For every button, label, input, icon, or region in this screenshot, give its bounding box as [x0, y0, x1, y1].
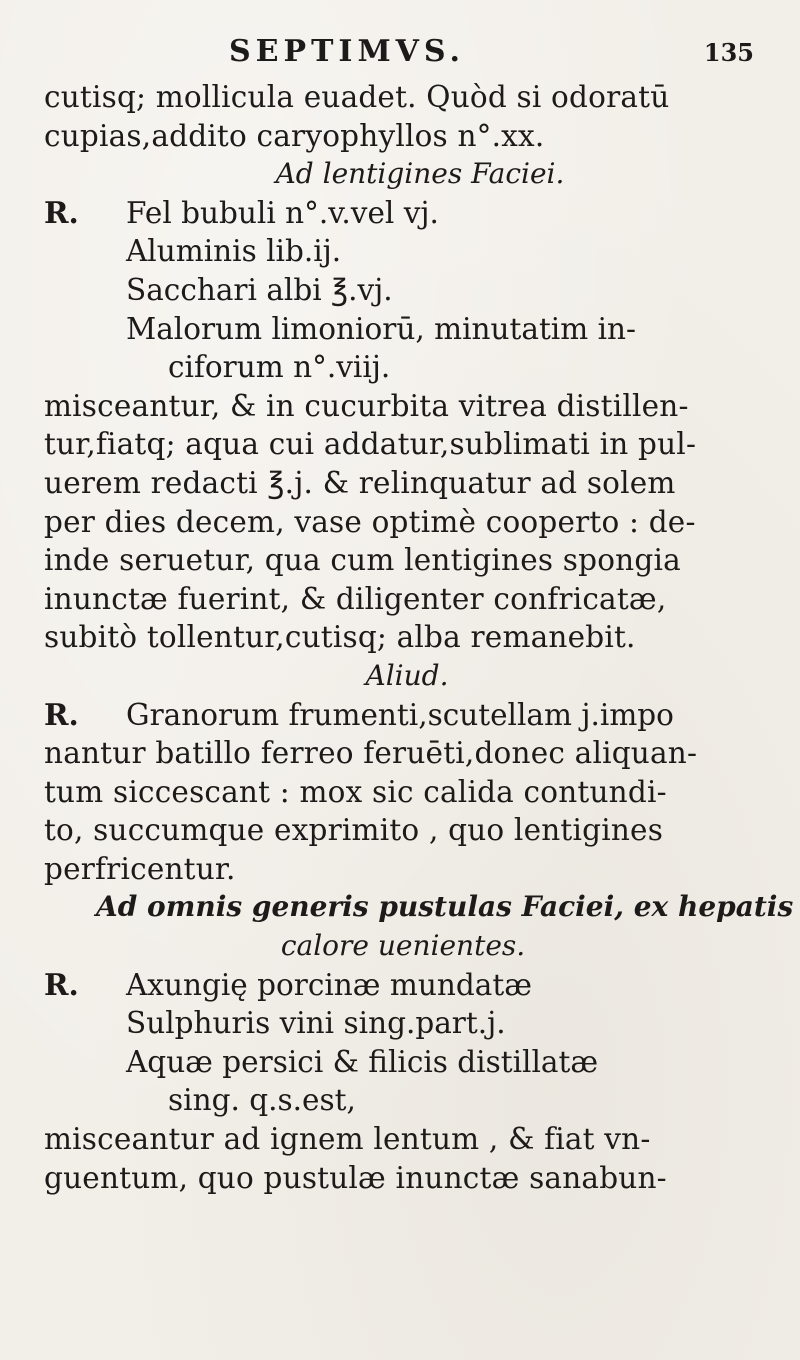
text-line: inunctæ fuerint, & diligenter confricatæ, — [44, 581, 667, 616]
text-line: cutisq; mollicula euadet. Quòd si odoratū — [44, 80, 670, 114]
ingredient-text: Granorum frumenti,scutellam j.impo — [126, 697, 674, 732]
text-line: tur,fiatq; aqua cui addatur,sublimati in pul- — [44, 427, 697, 462]
text-line: subitò tollentur,cutisq; alba remanebit. — [44, 620, 636, 655]
recipe-line: Aquæ persici & filicis distillatæ — [126, 1044, 599, 1079]
text-line: uerem redacti ℥.j. & relinquatur ad solem — [44, 465, 676, 500]
text-line: misceantur, & in cucurbita vitrea distillen- — [44, 388, 689, 423]
recipe-line: sing. q.s.est, — [168, 1083, 356, 1118]
recipe-line: Aluminis lib.ij. — [126, 234, 342, 269]
text-line: to, succumque exprimito , quo lentigines — [44, 813, 664, 848]
text-line: guentum, quo pustulæ inunctæ sanabun- — [44, 1160, 667, 1195]
recipe-line: Sacchari albi ℥.vj. — [126, 272, 393, 307]
recipe-symbol: R. — [44, 966, 79, 1002]
running-head: SEPTIMVS. — [229, 34, 465, 69]
section-heading: Aliud. — [365, 658, 449, 692]
recipe-line — [44, 194, 756, 233]
ingredient-text: Fel bubuli n°.v.vel vj. — [126, 195, 439, 230]
recipe-symbol: R. — [44, 696, 79, 732]
text-line: per dies decem, vase optimè cooperto : de- — [44, 504, 696, 539]
section-heading: Ad omnis generis pustulas Faciei, ex hepatis — [96, 890, 794, 924]
text-line: tum siccescant : mox sic calida contundi- — [44, 774, 667, 809]
text-line: nantur batillo ferreo feruēti,donec aliquan- — [44, 736, 698, 771]
recipe-line: Malorum limoniorū, minutatim in- — [126, 311, 636, 346]
text-line: cupias,addito caryophyllos n°.xx. — [44, 118, 545, 153]
recipe-symbol: R. — [44, 194, 79, 230]
page-header — [44, 34, 756, 78]
section-heading: calore uenientes. — [280, 929, 526, 963]
text-line: misceantur ad ignem lentum , & fiat vn- — [44, 1122, 651, 1157]
recipe-line: ciforum n°.viij. — [168, 350, 391, 385]
recipe-line — [44, 696, 756, 735]
ingredient-text: Axungię porcinæ mundatæ — [126, 967, 532, 1002]
text-line: inde seruetur, qua cum lentigines spongia — [44, 543, 681, 578]
text-line: perfricentur. — [44, 851, 236, 886]
page-number: 135 — [703, 38, 754, 67]
section-heading: Ad lentigines Faciei. — [275, 157, 565, 191]
recipe-line — [44, 966, 756, 1005]
recipe-line: Sulphuris vini sing.part.j. — [126, 1006, 506, 1041]
